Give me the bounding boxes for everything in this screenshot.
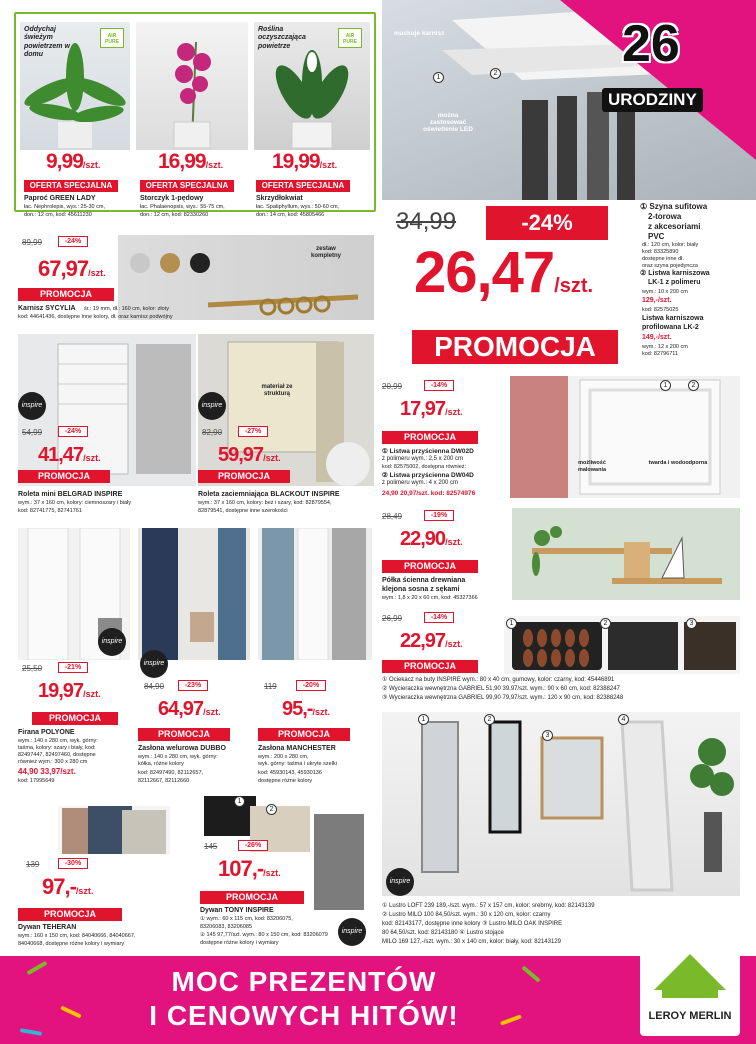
roleta1-discount: -24%: [58, 426, 88, 437]
teheran-promo: PROMOCJA: [18, 908, 122, 921]
lustra-l2: ② Lustro MILO 100 84,50/szt. wym.: 30 x 120 cm, kolor: czarny: [382, 912, 551, 918]
plant2-promo: OFERTA SPECJALNA: [140, 180, 234, 192]
mirror-number-4: 4: [618, 714, 629, 725]
firana-name: Firana POLYONE: [18, 729, 75, 736]
mat-number-3: 3: [686, 618, 697, 629]
air-pure-badge-3: AIR PURE: [338, 28, 362, 48]
tony-d4: dostępne różne kolory i wymiary: [200, 940, 279, 946]
polka-promo: PROMOCJA: [382, 560, 478, 573]
plant1-desc1: łac. Nephrolepis, wys.: 25-30 cm,: [24, 204, 106, 210]
railtext-l4: PVC: [648, 232, 665, 241]
rail-number-1: 1: [433, 72, 444, 83]
roleta1-name: Roleta mini BELGRAD INSPIRE: [18, 491, 123, 498]
listwa-l2: z polimeru wym.: 2,5 x 200 cm: [382, 456, 464, 462]
persian-rug-icon: [58, 806, 170, 854]
plant1-desc2: don.: 12 cm, kod: 45611230: [24, 212, 92, 218]
manchester-d1: wym.: 200 x 280 cm,: [258, 754, 309, 760]
plant1-tag: Oddychaj świeżym powietrzem w domu: [24, 26, 70, 59]
firana-d3: 82497447, 82497460, dostępne: [18, 752, 96, 758]
railtext-l7: Listwa karniszowa: [642, 315, 704, 322]
ociekacz-l3: ③ Wycieraczka wewnętrzna GABRIEL 99,90 79,97/szt. wym.: 120 x 90 cm, kod: 82388248: [382, 695, 624, 701]
ociekacz-photo: [504, 616, 740, 674]
listwa-discount: -14%: [424, 380, 454, 391]
firana-d2: taśma, kolory: szary i biały, kod:: [18, 745, 96, 751]
manchester-price: 95,-/szt.: [282, 698, 330, 720]
listwa-number-2: 2: [688, 380, 699, 391]
footer-line-1: MOC PREZENTÓW: [171, 966, 437, 997]
firana-d1: wym.: 140 x 280 cm, wyk. górny:: [18, 738, 98, 744]
railtext-d3: dostępne inne dł.: [642, 256, 684, 262]
manchester-name: Zasłona MANCHESTER: [258, 745, 336, 752]
roleta1-desc1: wym.: 37 x 160 cm, kolory: ciemnoszary i biały: [18, 500, 132, 506]
polka-old-price: 28,49: [382, 512, 403, 521]
karnisz-old-price: 89,99: [22, 238, 43, 247]
orchid-photo: [136, 22, 248, 150]
mirror-number-2: 2: [484, 714, 495, 725]
lustra-l3: kod: 82143177, dostępne inne kolory ③ Lustro MILO OAK INSPIRE: [382, 921, 563, 927]
velvet-curtain-icon: [138, 528, 250, 660]
karnisz-price: 67,97/szt.: [38, 256, 106, 281]
karnisz-discount: -24%: [58, 236, 88, 247]
railtext-d7: wym.: 12 x 200 cm: [642, 344, 688, 350]
tony-discount: -26%: [238, 840, 268, 851]
roleta1-promo: PROMOCJA: [18, 470, 110, 483]
railtext-d8: kod: 82796711: [642, 351, 678, 357]
roleta2-old-price: 82,90: [202, 428, 223, 437]
lustra-l1: ① Lustro LOFT 239 189,-/szt. wym.: 57 x 157 cm, kolor: srebrny, kod: 82143139: [382, 903, 595, 909]
railtext-p5: 129,-/szt.: [642, 297, 672, 304]
manchester-d2: wyk. górny: taśma i ukryte szelki: [258, 761, 337, 767]
plant2-price: 16,99/szt.: [158, 150, 224, 173]
roleta1-price: 41,47/szt.: [38, 444, 101, 466]
roleta2-tag: materiał ze strukturą: [261, 384, 293, 398]
roleta2-inspire-logo: inspire: [198, 392, 226, 420]
plant2-name: Storczyk 1-pędowy: [140, 195, 204, 202]
manchester-d4: dostępne różne kolory: [258, 778, 313, 784]
plant2-desc2: don.: 12 cm, kod: 82330260: [140, 212, 209, 218]
ociekacz-promo: PROMOCJA: [382, 660, 478, 673]
mirror-number-3: 3: [542, 730, 553, 741]
tony-d1: ① wym.: 60 x 115 cm, kod: 83206075,: [200, 916, 293, 922]
mat-number-1: 1: [506, 618, 517, 629]
plant1-name: Paproć GREEN LADY: [24, 195, 96, 202]
roleta2-discount: -27%: [238, 426, 268, 437]
listwa-l6: 24,90 20,97/szt. kod: 82574976: [382, 490, 476, 497]
roleta2-price: 59,97/szt.: [218, 444, 281, 466]
plant1-price: 9,99/szt.: [46, 150, 101, 173]
manchester-old-price: 119: [264, 682, 277, 691]
bday-number: 26: [622, 15, 680, 73]
manchester-discount: -20%: [296, 680, 326, 691]
railtext-d5: wym.: 10 x 200 cm: [642, 289, 688, 295]
rail-discount: -24%: [486, 206, 608, 240]
polka-discount: -19%: [424, 510, 454, 521]
mirrors-icon: [382, 712, 740, 896]
roleta1-desc2: kod: 82741775, 82741761: [18, 508, 82, 514]
manchester-promo: PROMOCJA: [258, 728, 350, 741]
karnisz-promo: PROMOCJA: [18, 288, 114, 301]
dubbo-inspire-logo: inspire: [140, 650, 168, 678]
listwa-promo: PROMOCJA: [382, 431, 478, 444]
railtext-l3: z akcesoriami: [648, 222, 701, 231]
railtext-d1: dł.: 120 cm, kolor: biały: [642, 242, 699, 248]
wall-shelf-icon: [512, 508, 740, 600]
ociekacz-l2: ② Wycieraczka wewnętrzna GABRIEL 51,90 39,97/szt. wym.: 90 x 60 cm, kod: 82388247: [382, 686, 620, 692]
wall-molding-icon: [510, 376, 740, 498]
firana-promo: PROMOCJA: [32, 712, 118, 725]
listwa-number-1: 1: [660, 380, 671, 391]
plant1-promo: OFERTA SPECJALNA: [24, 180, 118, 192]
dubbo-d4: 82112667, 82112660: [138, 778, 190, 784]
ociekacz-discount: -14%: [424, 612, 454, 623]
karnisz-name: Karnisz SYCYLIA: [18, 305, 76, 312]
karnisz-desc2: kod: 44641436, dostępne inne kolory, dł. oraz karnisz podwójny: [18, 314, 173, 320]
door-mats-icon: [504, 616, 740, 674]
listwa-l1: ① Listwa przyścienna DW02D: [382, 448, 474, 455]
mirror-number-1: 1: [418, 714, 429, 725]
manchester-d3: kod: 45930143, 45930136: [258, 770, 322, 776]
plant2-desc1: łac. Phalaenopsis, wys.: 55-75 cm,: [140, 204, 225, 210]
railtext-l2: 2-torowa: [648, 212, 682, 221]
listwa-price: 17,97/szt.: [400, 398, 463, 420]
karnisz-tag: zestaw kompletny: [310, 246, 341, 260]
railtext-l6: LK-1 z polimeru: [648, 279, 701, 286]
ociekacz-price: 22,97/szt.: [400, 630, 463, 652]
ociekacz-l1: ① Ociekacz na buty INSPIRE wym.: 80 x 40 cm, gumowy, kolor: czarny, kod: 45446891: [382, 677, 615, 683]
firana-old-price: 25,50: [22, 664, 43, 673]
firana-d4: również wym.: 300 x 280 cm: [18, 759, 88, 765]
rail-label-led: można zastosować oświetlenie LED: [423, 112, 473, 133]
teheran-old-price: 139: [26, 860, 40, 869]
listwa-photo: [510, 376, 740, 498]
plant3-tag: Roślina oczyszczająca powietrze: [258, 26, 306, 50]
mirrors-photo: [382, 712, 740, 896]
railtext-d4: oraz szyna pojedyncza: [642, 263, 698, 269]
teheran-name: Dywan TEHERAN: [18, 924, 77, 931]
plant3-desc2: don.: 14 cm, kod: 45805466: [256, 212, 325, 218]
tony-d3: ② 145 97,77/szt. wym.: 80 x 150 cm, kod: 83206079: [200, 932, 328, 938]
firana-d5: 44,90 33,97/szt.: [18, 767, 76, 776]
polka-photo: [512, 508, 740, 600]
rail-price: 26,47/szt.: [414, 240, 594, 305]
rail-label-mask: maskuje karnisz: [394, 30, 445, 37]
rail-promo: PROMOCJA: [412, 330, 618, 364]
dubbo-price: 64,97/szt.: [158, 698, 221, 720]
tony-number-2: 2: [266, 804, 277, 815]
footer-line-2: I CENOWYCH HITÓW!: [149, 1000, 459, 1031]
tony-d2: 83206083, 83206085: [200, 924, 252, 930]
dubbo-photo: [138, 528, 250, 660]
railtext-l1: ① Szyna sufitowa: [640, 202, 708, 211]
polka-price: 22,90/szt.: [400, 528, 463, 550]
rail-old-price: 34,99: [396, 208, 457, 235]
roleta1-old-price: 54,99: [22, 428, 43, 437]
firana-inspire-logo: inspire: [98, 628, 126, 656]
dubbo-d3: kod: 82497490, 82112657,: [138, 770, 204, 776]
polka-l1: Półka ścienna drewniana: [382, 577, 466, 584]
listwa-l4: ② Listwa przyścienna DW04D: [382, 472, 474, 479]
manchester-photo: [258, 528, 372, 660]
roleta2-name: Roleta zaciemniająca BLACKOUT INSPIRE: [198, 491, 340, 498]
listwa-l3: kod: 82575002, dostępna również:: [382, 464, 467, 470]
railtext-p7: 149,-/szt.: [642, 334, 672, 341]
dubbo-d1: wym.: 140 x 280 cm, wyk. górny:: [138, 754, 218, 760]
roleta2-desc1: wym.: 37 x 160 cm, kolory: beż i szary, kod: 82879554,: [198, 500, 332, 506]
polka-l2: klejona sosna z sękami: [382, 586, 460, 593]
plant3-name: Skrzydłokwiat: [256, 195, 303, 202]
brand-name: LEROY MERLIN: [648, 1010, 732, 1022]
firana-discount: -21%: [58, 662, 88, 673]
tony-number-1: 1: [234, 796, 245, 807]
railtext-d2: kod: 83325890: [642, 249, 679, 255]
tony-inspire-logo: inspire: [338, 918, 366, 946]
mirrors-inspire-logo: inspire: [386, 868, 414, 896]
teheran-photo: [58, 806, 170, 854]
tony-old-price: 145: [204, 842, 218, 851]
polka-l3: wym.: 1,8 x 20 x 60 cm, kod: 45327366: [382, 595, 478, 601]
listwa-tag1: możliwość malowania: [577, 460, 607, 473]
railtext-l8: profilowana LK-2: [642, 324, 699, 331]
mat-number-2: 2: [600, 618, 611, 629]
bday-word: URODZINY: [602, 88, 703, 112]
dubbo-old-price: 84,90: [144, 682, 165, 691]
listwa-old-price: 20,99: [382, 382, 403, 391]
firana-d6: kod: 17995649: [18, 778, 55, 784]
listwa-tag2: twarda i wodoodporna: [648, 460, 708, 466]
teheran-price: 97,-/szt.: [42, 874, 94, 899]
orchid-icon: [136, 22, 248, 150]
railtext-l5: ② Listwa karniszowa: [640, 270, 710, 277]
railtext-d6: kod: 82575025: [642, 307, 679, 313]
tony-promo: PROMOCJA: [200, 891, 304, 904]
dubbo-discount: -23%: [178, 680, 208, 691]
roleta2-promo: PROMOCJA: [198, 470, 290, 483]
plant3-desc1: łac. Spatiphyllum, wys.: 50-60 cm,: [256, 204, 340, 210]
dubbo-d2: kółka, różne kolory: [138, 761, 184, 767]
lustra-l4: 80 64,50/szt. kod: 82143180 ④ Lustro stojące: [382, 930, 504, 936]
lustra-l5: MILO 169 127,-/szt. wym.: 30 x 140 cm, kolor: biały, kod: 82143129: [382, 939, 561, 945]
rail-number-2: 2: [490, 68, 501, 79]
teheran-d2: 84040668, dostępne różne kolory i wymiary: [18, 941, 125, 947]
roleta1-inspire-logo: inspire: [18, 392, 46, 420]
curtain-manchester-icon: [258, 528, 372, 660]
teheran-discount: -30%: [58, 858, 88, 869]
dubbo-name: Zasłona welurowa DUBBO: [138, 745, 226, 752]
tony-price: 107,-/szt.: [218, 856, 281, 881]
air-pure-badge-1: AIR PURE: [100, 28, 124, 48]
listwa-l5: z polimeru wym.: 4 x 200 cm: [382, 480, 459, 486]
plant3-promo: OFERTA SPECJALNA: [256, 180, 350, 192]
roleta2-desc2: 82879541, dostępne inne szerokości: [198, 508, 288, 514]
plant3-price: 19,99/szt.: [272, 150, 338, 173]
firana-price: 19,97/szt.: [38, 680, 101, 702]
dubbo-promo: PROMOCJA: [138, 728, 230, 741]
karnisz-desc1: śr.: 19 mm, dł.: 160 cm, kolor: złoty: [84, 306, 169, 312]
ociekacz-old-price: 26,99: [382, 614, 403, 623]
tony-name: Dywan TONY INSPIRE: [200, 907, 274, 914]
teheran-d1: wym.: 160 x 150 cm, kod: 84040666, 84040667,: [18, 933, 136, 939]
